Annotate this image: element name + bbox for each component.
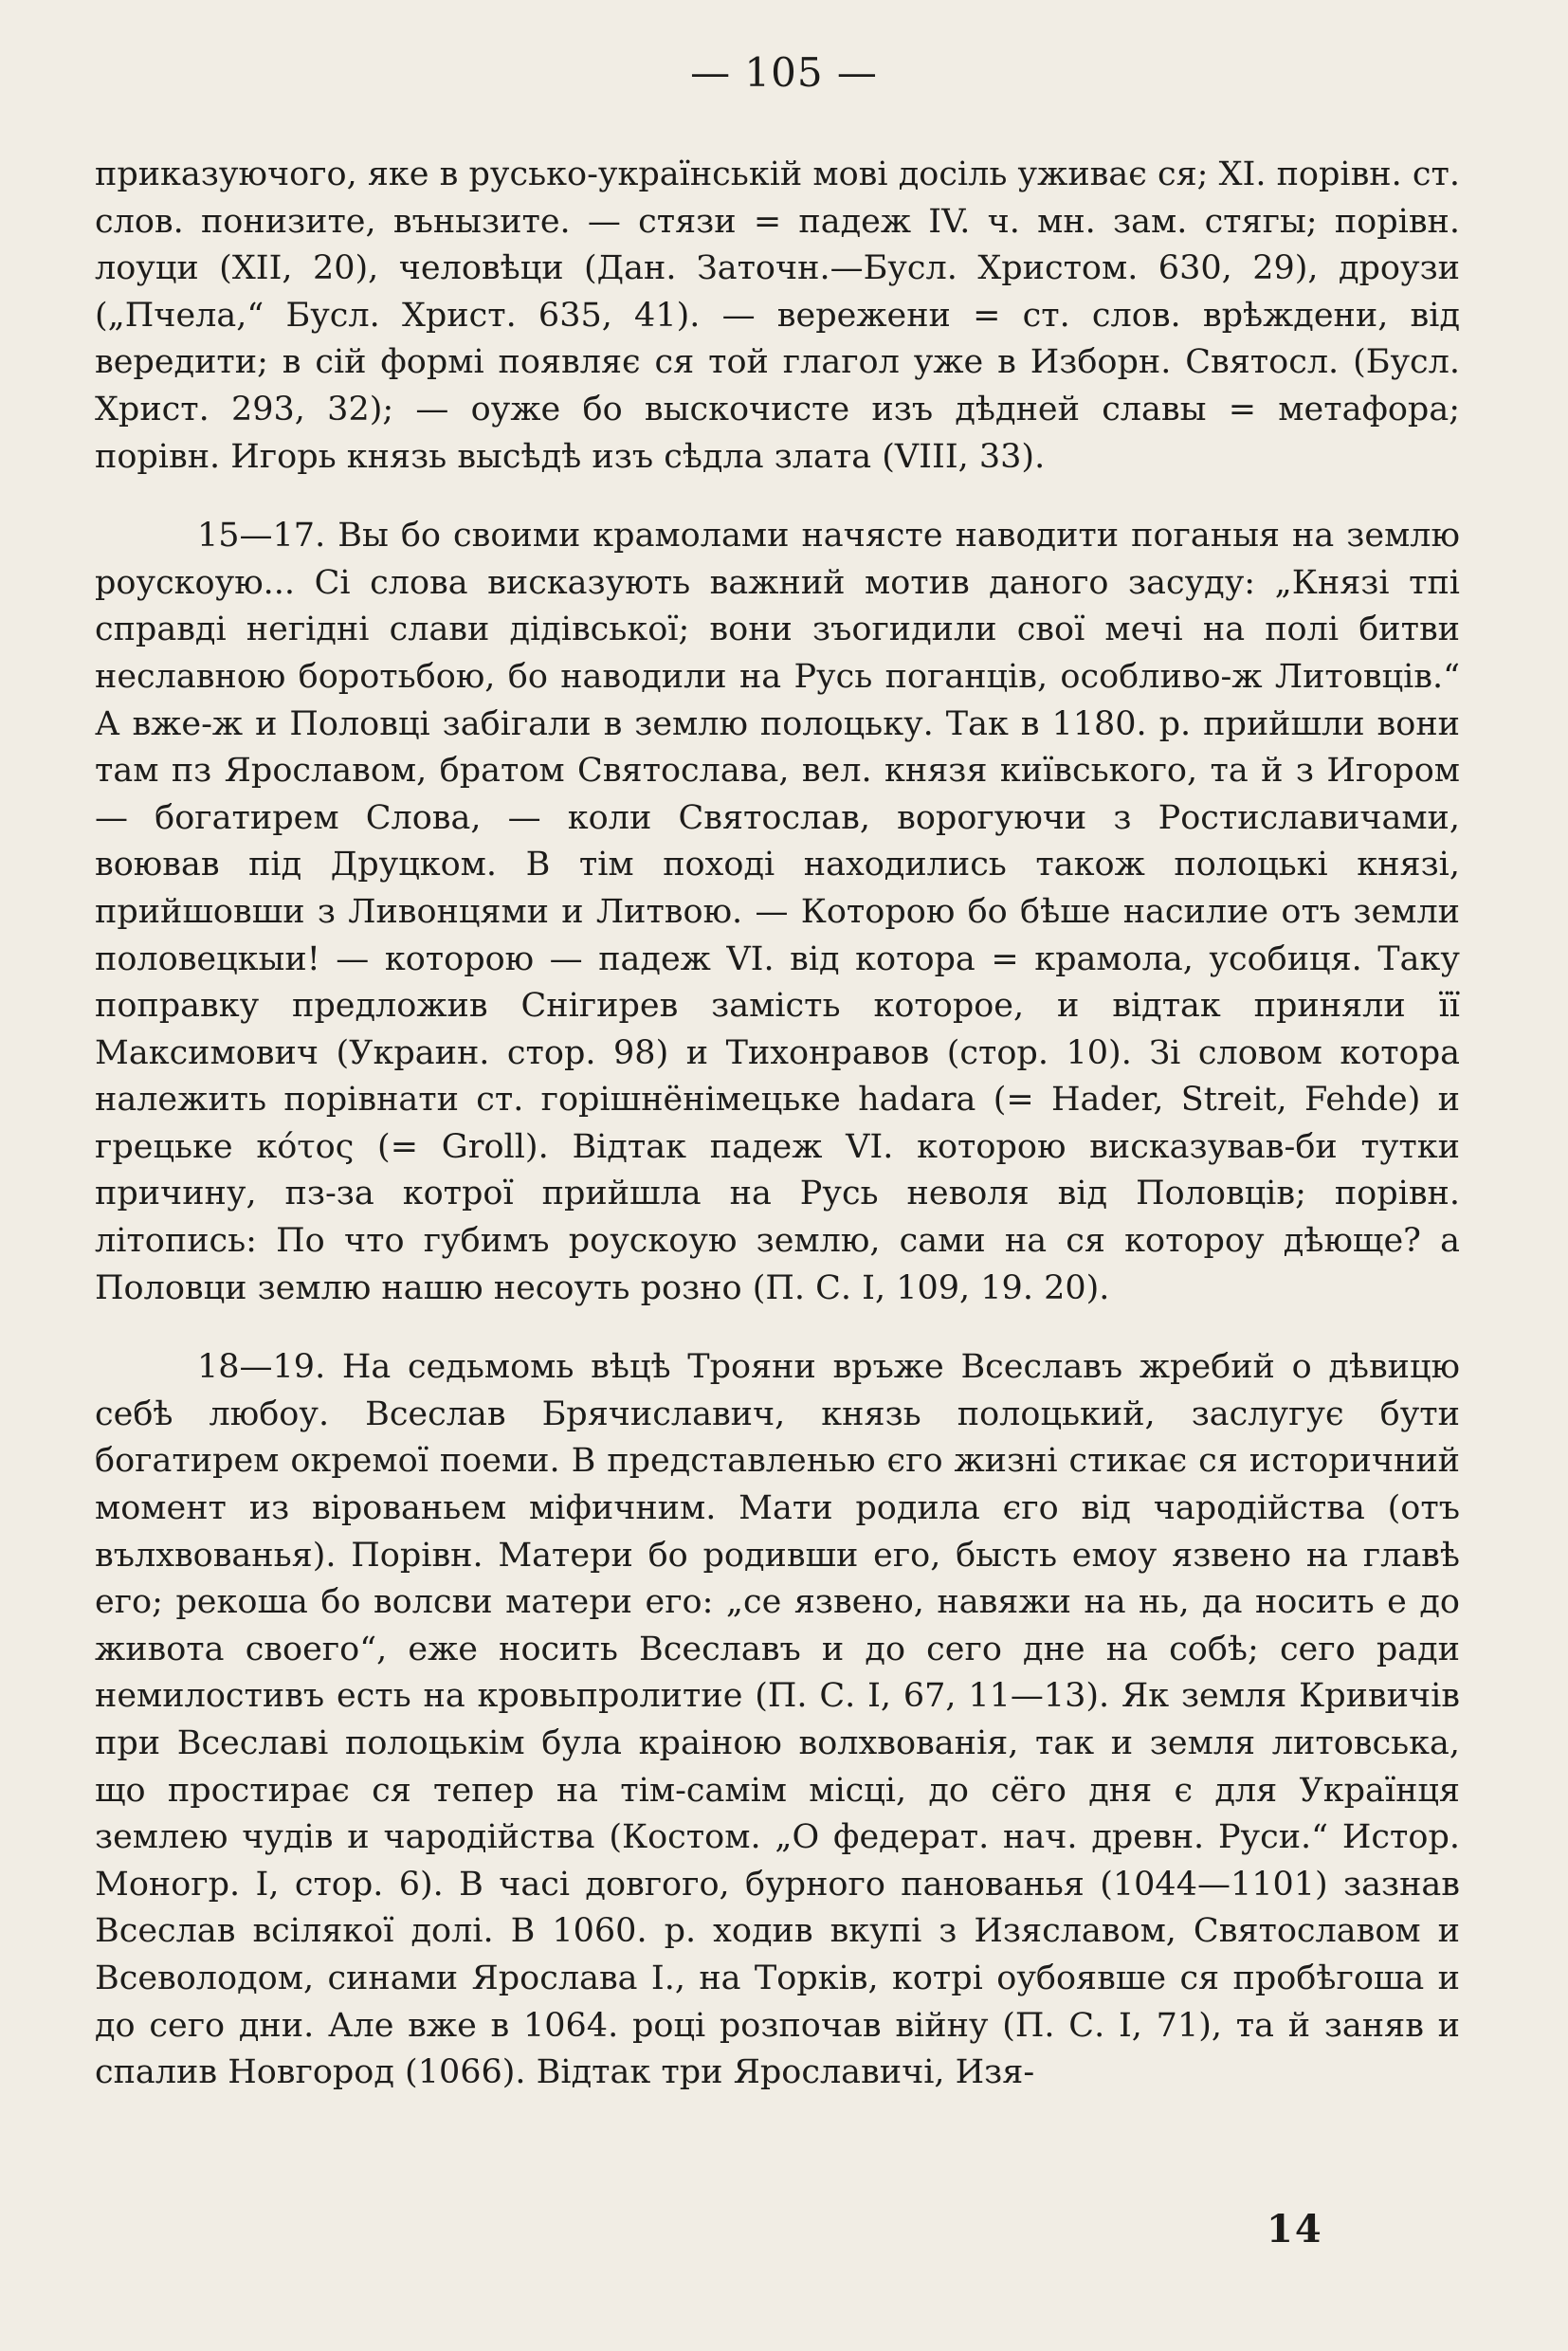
paragraph-commentary-xi: приказуючого, яке в русько-українській мові досіль уживає ся; XI. порівн. ст. слов. понизите, вънызите. — стязи = падеж IV. ч. мн. зам. стягы; порівн. лоуци (XII, 20), человѣци (Дан. Заточн.—Бусл. Христом. 630, 29), дроузи („Пчела,“ Бусл. Христ. 635, 41). — вережени = ст. слов. врѣждени, від вередити; в сій формі появляє ся той глагол уже в Изборн. Святосл. (Бусл. Христ. 293, 32); — оуже бо выскочисте изъ дѣдней славы = метафора; порівн. Игорь князь высѣдѣ изъ сѣдла злата (VIII, 33).: [95, 155, 1460, 476]
paragraph-15-17: 15—17. Вы бо своими крамолами начясте наводити поганыя на землю роускоую... Сі слова висказують важний мотив даного засуду: „Князі тпі справді негідні слави дідівської; вони зъогидили свої мечі на полі битви неславною боротьбою, бо наводили на Русь поганців, особливо-ж Литовців.“ А вже-ж и Половці забігали в землю полоцьку. Так в 1180. р. прийшли вони там пз Ярославом, братом Святослава, вел. князя київського, та й з Игором — богатирем Слова, — коли Святослав, ворогуючи з Ростиславичами, воював під Друцком. В тім поході находились також полоцькі князі, прийшовши з Ливонцями и Литвою. — Которою бо бѣше насилие отъ земли половецкыи! — которою — падеж VI. від котора = крамола, усобиця. Таку поправку предложив Снігирев замість которое, и відтак приняли її Максимович (Украин. стор. 98) и Тихонравов (стор. 10). Зі словом котора належить порівнати ст. горішнёнімецьке hadara (= Hader, Streit, Fehde) и грецьке κότος (= Groll). Відтак падеж VI. которою висказував-би тутки причину, пз-за котрої прийшла на Русь неволя від Половців; порівн. літопись: По что губимъ роускоую землю, сами на ся котороу дѣюще? а Половци землю нашю несоуть розно (П. С. I, 109, 19. 20).: [95, 517, 1460, 1307]
paragraph-18-19: 18—19. На седьмомь вѣцѣ Трояни връже Всеславъ жребий о дѣвицю себѣ любоу. Всеслав Брячиславич, князь полоцький, заслугує бути богатирем окремої поеми. В представленью єго жизні стикає ся историчний момент из вірованьем міфичним. Мати родила єго від чародійства (отъ вълхвованья). Порівн. Матери бо родивши его, бысть емоу язвено на главѣ его; рекоша бо волсви матери его: „се язвено, навяжи на нь, да носить е до живота своего“, еже носить Всеславъ и до сего дне на собѣ; сего ради немилостивъ есть на кровьпролитие (П. С. I, 67, 11—13). Як земля Кривичів при Всеславі полоцькім була краіною волхвованія, так и земля литовська, що простирає ся тепер на тім-самім місці, до сёго дня є для Українця землею чудів и чародійства (Костом. „О федерат. нач. древн. Руси.“ Истор. Моногр. I, стор. 6). В часі довгого, бурного панованья (1044—1101) зазнав Всеслав всілякої долі. В 1060. р. ходив вкупі з Изяславом, Святославом и Всеволодом, синами Ярослава I., на Торків, котрі оубоявше ся пробѣгоша и до сего дни. Але вже в 1064. році розпочав війну (П. С. I, 71), та й заняв и спалив Новгород (1066). Відтак три Ярославичі, Изя-: [95, 1348, 1460, 2092]
page-number: — 105 —: [690, 49, 878, 96]
main-text: [95, 152, 1460, 2097]
signature-mark: 14: [1267, 2207, 1323, 2251]
